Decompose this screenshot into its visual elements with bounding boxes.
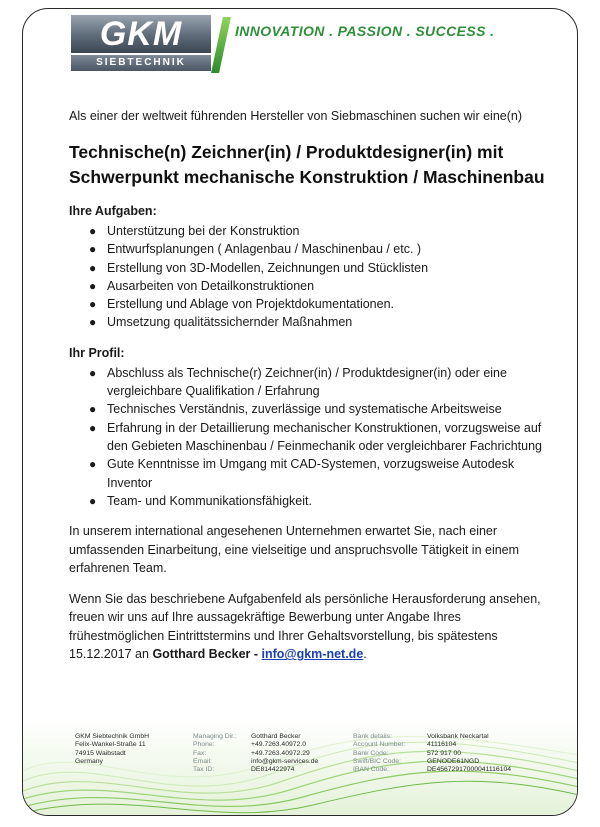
list-item: ● Umsetzung qualitätssichernder Maßnahmen [69, 313, 559, 331]
profile-list [69, 364, 559, 510]
job-title: Technische(n) Zeichner(in) / Produktdesigner(in) mit Schwerpunkt mechanische Konstruktion / Maschinenbau [69, 142, 545, 187]
application-body: Wenn Sie das beschriebene Aufgabenfeld als persönliche Herausforderung ansehen, freuen wir uns auf Ihre aussagekräftige Bewerbung unter Angabe Ihres frühestmöglichen Eintrittstermins und Ihrer Gehaltsvorstellung, bis spätestens 15.12.2017 an [69, 591, 541, 662]
profile-heading: Ihr Profil: [69, 345, 125, 360]
logo-main-text: GKM [71, 15, 211, 53]
footer-bank-values: Volksbank Neckartal 41116104 572 917 00 GENODE61NGD DE45672917000041116104 [427, 733, 512, 774]
footer-contact-labels: Managing Dir.: Phone: Fax: Email: Tax ID: [193, 733, 237, 774]
bullet-icon: ● [89, 315, 97, 330]
list-item: ● Entwurfsplanungen ( Anlagenbau / Maschinenbau / etc. ) [69, 240, 559, 258]
list-item: ● Team- und Kommunikationsfähigkeit. [69, 492, 559, 510]
bullet-icon: ● [89, 260, 97, 275]
bullet-icon: ● [89, 297, 97, 312]
gkm-logo [71, 15, 229, 73]
bullet-icon: ● [89, 278, 97, 293]
job-ad-body [69, 107, 559, 664]
list-item: ● Erfahrung in der Detaillierung mechanischer Konstruktionen, vorzugsweise auf den Gebieten Maschinenbau / Feinmechanik oder vergleichbarer Fachrichtung [89, 420, 542, 453]
list-item: ● Abschluss als Technische(r) Zeichner(in) / Produktdesigner(in) oder eine vergleichbare Qualifikation / Erfahrung [89, 365, 507, 399]
email-link[interactable]: info@gkm-net.de [261, 647, 364, 662]
list-item: ● Unterstützung bei der Konstruktion [69, 222, 559, 240]
tasks-heading: Ihre Aufgaben: [69, 204, 157, 218]
bullet-icon: ● [89, 457, 97, 472]
tagline: INNOVATION . PASSION . SUCCESS . [235, 23, 495, 39]
logo-sub-text: SIEBTECHNIK [71, 55, 211, 71]
bullet-icon: ● [89, 493, 97, 508]
bullet-icon: ● [89, 224, 97, 238]
list-item: ● Erstellung und Ablage von Projektdokumentationen. [69, 295, 559, 313]
logo-accent-bar [211, 17, 231, 73]
bullet-icon: ● [89, 365, 97, 380]
list-item: ● Gute Kenntnisse im Umgang mit CAD-Systemen, vorzugsweise Autodesk Inventor [89, 457, 515, 490]
footer-contact-values: Gotthard Becker +49.7263.40972.0 +49.7263.40972.29 info@gkm-services.de DE814422974 [251, 733, 319, 774]
footer-address: GKM Siebtechnik GmbH Felix-Wankel-Straße 11 74915 Waibstadt Germany [75, 733, 150, 765]
list-item: ● Ausarbeiten von Detailkonstruktionen [69, 277, 559, 295]
bullet-icon: ● [89, 402, 97, 417]
application-text [69, 590, 559, 664]
footer-bank-labels: Bank details: Account Number: Bank Code: Swift/BIC Code: IBAN Code: [353, 733, 406, 774]
application-end: . [363, 647, 367, 662]
contact-separator: - [250, 647, 262, 662]
list-item: ● Erstellung von 3D-Modellen, Zeichnungen und Stücklisten [69, 259, 559, 277]
offer-text: In unserem international angesehenen Unternehmen erwartet Sie, nach einer umfassenden Einarbeitung, eine vielseitige und anspruchsvolle Tätigkeit in einem erfahrenen Team. [69, 524, 520, 576]
footer [23, 721, 577, 816]
bullet-icon: ● [89, 242, 97, 257]
bullet-icon: ● [89, 420, 97, 435]
intro-text: Als einer der weltweit führenden Hersteller von Siebmaschinen suchen wir eine(n) [69, 109, 523, 123]
tasks-list [69, 222, 559, 332]
document-frame [22, 8, 578, 816]
contact-name: Gotthard Becker [152, 647, 251, 662]
header [23, 9, 577, 81]
list-item: ● Technisches Verständnis, zuverlässige und systematische Arbeitsweise [69, 400, 559, 418]
